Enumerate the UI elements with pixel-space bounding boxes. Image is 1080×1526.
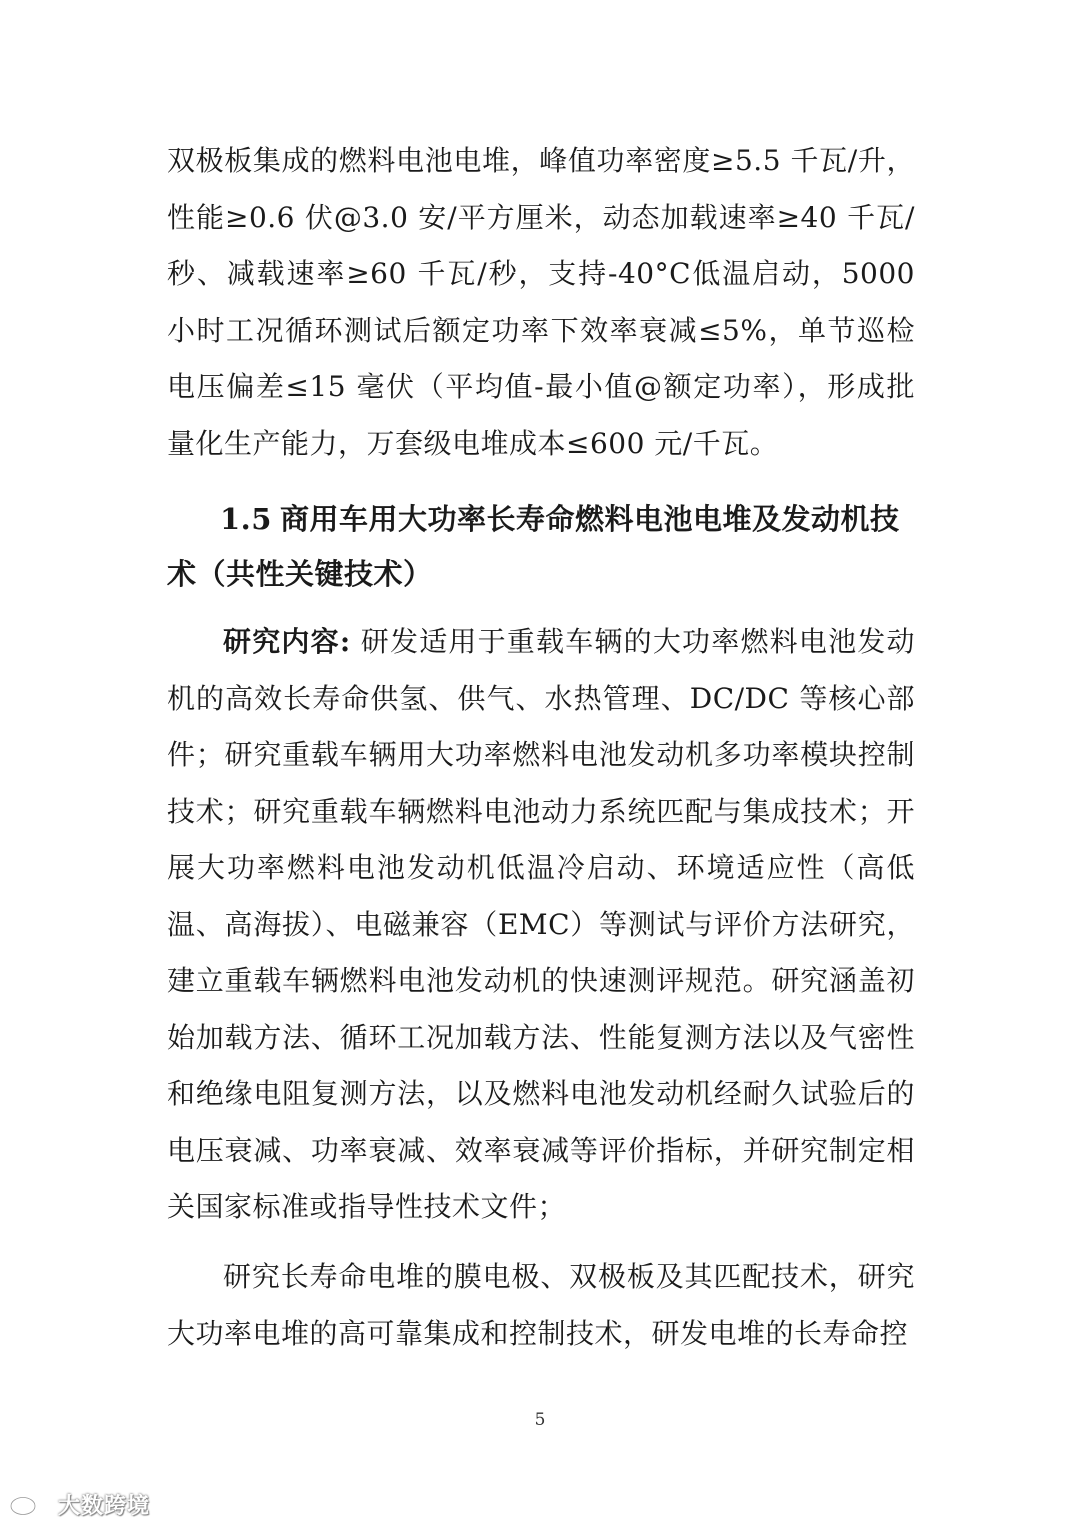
- research-content-paragraph: [167, 614, 915, 1236]
- section-title: 商用车用大功率长寿命燃料电池电堆及发动机技术（共性关键技术）: [167, 502, 900, 591]
- watermark: [8, 1488, 150, 1520]
- paragraph-stack-research: 研究长寿命电堆的膜电极、双极板及其匹配技术，研究大功率电堆的高可靠集成和控制技术，研发电堆的长寿命控: [167, 1260, 915, 1350]
- section-number: 1.5: [220, 502, 272, 536]
- paragraph-continuation: 双极板集成的燃料电池电堆，峰值功率密度≥5.5 千瓦/升，性能≥0.6 伏@3.0 安/平方厘米，动态加载速率≥40 千瓦/秒、减载速率≥60 千瓦/秒，支持-40°C低温启动，5000 小时工况循环测试后额定功率下效率衰减≤5%，单节巡检电压偏差≤15 毫伏（平均值-最小值@额定功率），形成批量化生产能力，万套级电堆成本≤600 元/千瓦。: [167, 144, 915, 460]
- watermark-text: 大数跨境: [58, 1493, 151, 1519]
- page-number: 5: [534, 1410, 546, 1430]
- section-heading: [167, 492, 927, 602]
- weibo-logo-icon: [8, 1491, 52, 1517]
- research-content-label: 研究内容:: [223, 625, 351, 658]
- research-content-body: 研发适用于重载车辆的大功率燃料电池发动机的高效长寿命供氢、供气、水热管理、DC/DC 等核心部件；研究重载车辆用大功率燃料电池发动机多功率模块控制技术；研究重载车辆燃料电池动力系统匹配与集成技术；开展大功率燃料电池发动机低温冷启动、环境适应性（高低温、高海拔）、电磁兼容（EMC）等测试与评价方法研究，建立重载车辆燃料电池发动机的快速测评规范。研究涵盖初始加载方法、循环工况加载方法、性能复测方法以及气密性和绝缘电阻复测方法，以及燃料电池发动机经耐久试验后的电压衰减、功率衰减、效率衰减等评价指标，并研究制定相关国家标准或指导性技术文件；: [167, 625, 915, 1223]
